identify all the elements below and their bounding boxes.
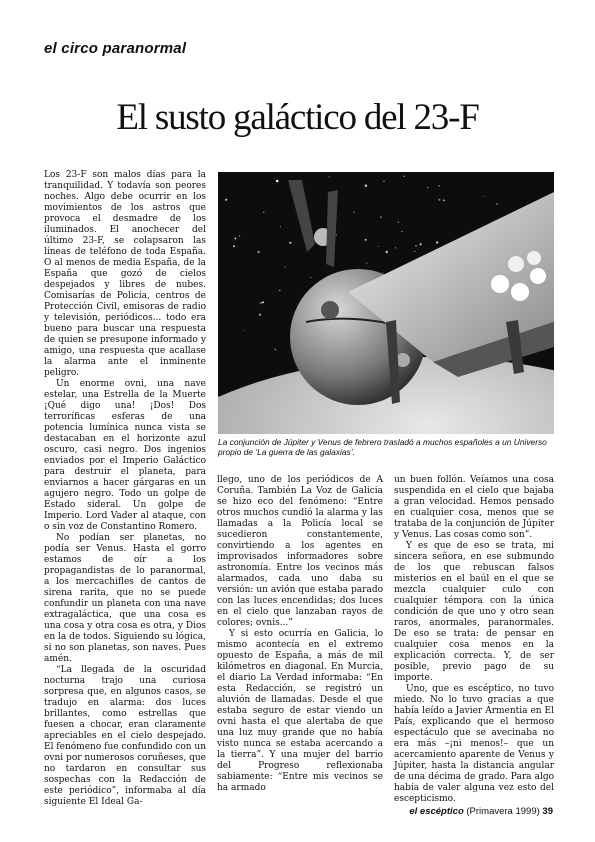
star-dot	[380, 216, 382, 218]
star-dot	[263, 211, 265, 213]
star-dot	[274, 178, 275, 179]
star-dot	[404, 176, 405, 177]
star-dot	[414, 251, 415, 252]
star-dot	[276, 180, 279, 183]
paragraph: “La llegada de la oscuridad nocturna trajo una curiosa sorpresa que, en algunos casos, se tradujo en alarma: dos luces brillantes, como estrellas que fuesen a chocar, eran claramente apreciables en el cielo despejado. El fenómeno fue confundido con un ovni por numerosos coruñeses, que no tardaron en consultar sus sospechas con la Redacción de este periódico”, informaba al día siguiente El Ideal Ga-	[44, 665, 206, 807]
paragraph: Uno, que es escéptico, no tuvo miedo. No lo tuvo gracias a que había leído a Javier Armentia en El País, explicando que el hermoso espectáculo que se avecinaba no era más –¡ni menos!– que un acercamiento aparente de Venus y Júpiter, hasta la distancia angular de una décima de grado. Para algo había de valer alguna vez esto del escepticismo.	[394, 684, 554, 804]
article-image	[218, 172, 554, 434]
paragraph: Un enorme ovni, una nave estelar, una Estrella de la Muerte ¡Qué digo una! ¡Dos! Dos terroríficas esferas de una potencia lumínica nunca vista se destacaban en el horizonte azul oscuro, casi negro. Dos ingenios enviados por el Imperio Galáctico para destruir el planeta, para enviarnos a hacer gárgaras en un agujero negro. Todo un golpe de Estado sideral. Un golpe de Imperio. Lord Vader al ataque, con o sin voz de Constantino Romero.	[44, 379, 206, 532]
star-dot	[378, 246, 379, 247]
star-dot	[365, 184, 368, 187]
star-dot	[310, 277, 311, 278]
section-header: el circo paranormal	[44, 40, 187, 57]
star-dot	[395, 247, 396, 248]
text-column-1	[44, 170, 206, 808]
star-dot	[483, 196, 484, 197]
star-dot	[420, 243, 422, 245]
star-dot	[225, 199, 227, 201]
space-battle-illustration	[218, 172, 554, 434]
image-caption: La conjunción de Júpiter y Venus de febrero trasladó a muchos españoles a un Universo propio de ‘La guerra de las galaxias’.	[218, 437, 547, 457]
star-dot	[275, 349, 277, 351]
star-dot	[329, 177, 330, 178]
star-dot	[365, 239, 367, 241]
star-dot	[401, 231, 402, 232]
star-dot	[383, 181, 384, 182]
paragraph: No podían ser planetas, no podía ser Venus. Hasta el gorro estamos de oír a los propagandistas de lo paranormal, a los mercachifles de cantos de sirena rarita, que no se puede confundir un planeta con una nave extragaláctica, que una cosa es una cosa y otra cosa es otra, y Dios en la de todos. Siguiendo su lógica, si no son planetas, son naves. Pues amén.	[44, 533, 206, 664]
star-dot	[289, 242, 291, 244]
paragraph: Y si esto ocurría en Galicia, lo mismo acontecía en el extremo opuesto de España, a más de mil kilómetros en diagonal. En Murcia, el diario La Verdad informaba: “En esta Redacción, se registró un aluvión de llamadas. Desde el que estaba seguro de estar viendo un ovni hasta el que alertaba de que una luz muy grande que no había visto nunca se estaba acercando a la tierra”. Y una mujer del barrio del Progreso reflexionaba sabiamente: “Entre mis vecinos se ha armado	[217, 629, 383, 793]
star-dot	[398, 221, 399, 222]
text-column-3	[394, 475, 554, 805]
star-dot	[280, 226, 281, 227]
star-dot	[239, 235, 240, 236]
paragraph: llego, uno de los periódicos de A Coruña. También La Voz de Galicia se hizo eco del fenómeno: “Entre otros muchos cundió la alarma y las llamadas a la Policía local se sucedieron constantemente, convirtiendo a los agentes en improvisados informadores sobre astronomía. Entre los vecinos más alarmados, cada uno daba su versión: un avión que estaba parado con las luces encendidas; dos luces en el cielo que lanzaban rayos de colores; ovnis...”	[217, 475, 383, 628]
star-dot	[443, 200, 445, 202]
star-dot	[366, 263, 367, 264]
paragraph: Los 23-F son malos días para la tranquilidad. Y todavía son peores noches. Algo debe ocurrir en los movimientos de los astros que provoca el desmadre de los iluminados. El anochecer del último 23-F, se colapsaron las líneas de teléfono de toda España. O al menos de media España, de la España que gozó de cielos despejados y libres de nubes. Comisarías de Policía, centros de Protección Civil, emisoras de radio y televisión, periódicos... todo era bueno para buscar una respuesta de quien se presupone informado y amigo, una respuesta que acallase la alarma ante el inminente peligro.	[44, 170, 206, 378]
star-dot	[415, 245, 416, 246]
article-title: El susto galáctico del 23-F	[116, 97, 479, 138]
star-dot	[257, 251, 260, 254]
star-dot	[235, 238, 237, 240]
magazine-name: el escéptico	[409, 806, 464, 817]
star-dot	[243, 330, 244, 331]
paragraph: Y es que de eso se trata, mi sincera señora, en ese submundo de los que rebuscan falsos misterios en el baúl en el que se mezcla cualquier culo con cualquier témpora con la única condición de que uno y otro sean raros, anormales, paranormales. De eso se trata: de pensar en cualquier cosa menos en la explicación correcta. Y, de ser posible, previo pago de su importe.	[394, 541, 554, 683]
star-dot	[427, 187, 429, 189]
star-dot	[436, 241, 438, 243]
star-dot	[438, 185, 440, 187]
page-footer	[409, 806, 553, 817]
star-dot	[260, 302, 262, 304]
star-dot	[438, 199, 440, 201]
star-dot	[353, 211, 355, 213]
issue-label: (Primavera 1999)	[466, 806, 540, 817]
star-dot	[259, 314, 261, 316]
star-dot	[386, 251, 388, 253]
star-dot	[279, 290, 280, 291]
star-dot	[336, 235, 337, 236]
text-column-2	[217, 475, 383, 794]
star-dot	[496, 203, 497, 204]
star-dot	[382, 272, 383, 273]
star-dot	[285, 266, 286, 267]
star-dot	[233, 245, 235, 247]
paragraph: un buen follón. Veíamos una cosa suspendida en el cielo que bajaba a gran velocidad. Hemos pensado en cualquier cosa, menos que se trataba de la conjunción de Júpiter y Venus. Las cosas como son”.	[394, 475, 554, 540]
page-number: 39	[542, 806, 553, 817]
star-dot	[262, 301, 264, 303]
